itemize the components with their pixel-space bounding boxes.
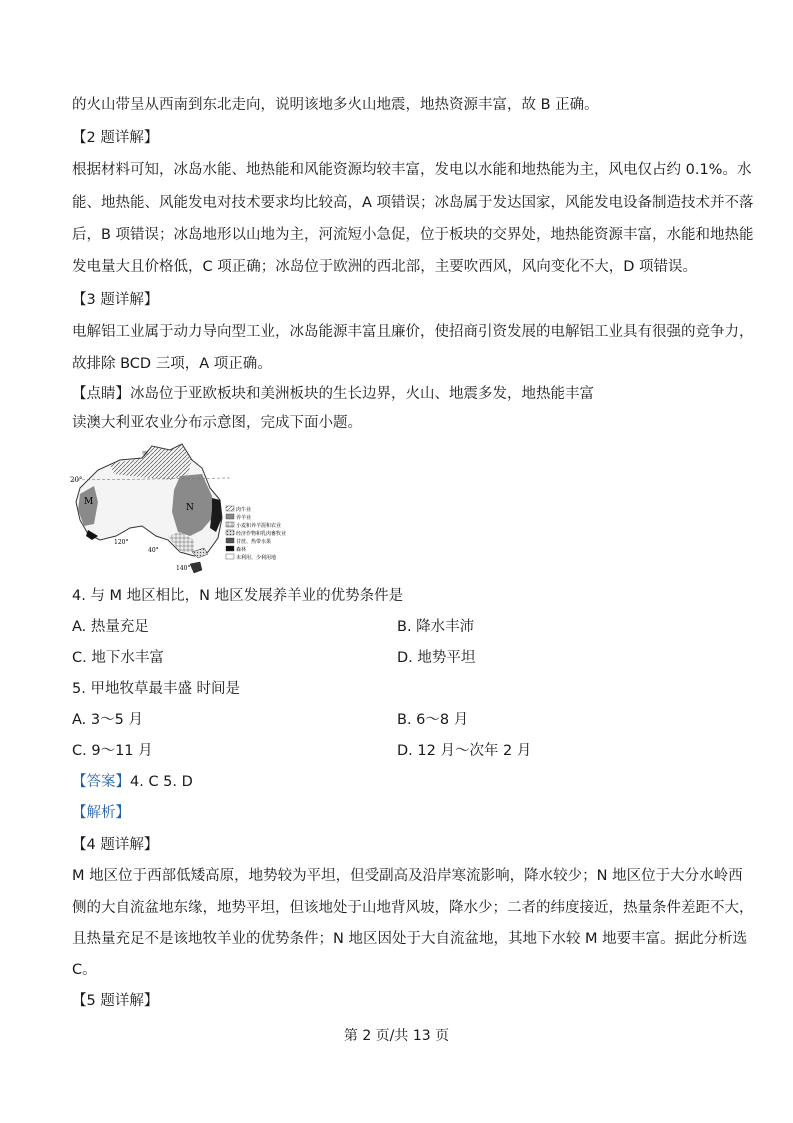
- paragraph-line: 侧的大自流盆地东缘，地势平坦，但该地处于山地背风坡，降水少；二者的纬度接近，热量条件差距不大，: [72, 900, 754, 916]
- answer-text: 4. C 5. D: [130, 774, 193, 790]
- tip-line: 【点睛】冰岛位于亚欧板块和美洲板块的生长边界，火山、地震多发，地热能丰富: [72, 386, 594, 402]
- paragraph-line: 能、地热能、风能发电对技术要求均比较高，A 项错误；冰岛属于发达国家，风能发电设备制造技术并不落: [72, 195, 754, 211]
- paragraph-line: M 地区位于西部低矮高原，地势较为平坦，但受副高及沿岸寒流影响，降水较少；N 地区位于大分水岭西: [72, 868, 743, 884]
- option-4b: B. 降水丰沛: [397, 619, 475, 635]
- label-lon140: 140°: [176, 565, 191, 572]
- section-heading: 【4 题详解】: [72, 837, 159, 853]
- answer-label: 【答案】: [72, 774, 130, 790]
- label-lat20: 20°: [70, 476, 83, 484]
- option-5a: A. 3～5 月: [72, 712, 143, 728]
- intro-line: 读澳大利亚农业分布示意图，完成下面小题。: [72, 415, 362, 431]
- tasmania: [190, 562, 202, 573]
- option-5c: C. 9～11 月: [72, 743, 153, 759]
- map-legend: [226, 506, 286, 561]
- paragraph-line: 的火山带呈从西南到东北走向，说明该地多火山地震，地热资源丰富，故 B 正确。: [72, 97, 599, 113]
- section-heading: 【3 题详解】: [72, 292, 159, 308]
- legend-item: 小麦和养羊混和农业: [236, 523, 282, 529]
- page-footer: 第 2 页/共 13 页: [343, 1028, 450, 1044]
- section-heading: 【2 题详解】: [72, 130, 159, 146]
- legend-item: 未利用、少利用地: [236, 555, 277, 561]
- paragraph-line: 根据材料可知，冰岛水能、地热能和风能资源均较丰富，发电以水能和地热能为主，风电仅占约 0.1%。水: [72, 162, 752, 178]
- option-4d: D. 地势平坦: [397, 650, 476, 666]
- legend-item: 森林: [236, 547, 247, 553]
- paragraph-line: 且热量充足不是该地牧羊业的优势条件；N 地区因处于大自流盆地，其地下水较 M 地要丰富。据此分析选: [72, 931, 748, 947]
- question-5: 5. 甲地牧草最丰盛 时间是: [72, 681, 241, 697]
- section-heading: 【5 题详解】: [72, 993, 159, 1009]
- paragraph-line: 发电量大且价格低，C 项正确；冰岛位于欧洲的西北部，主要吹西风，风向变化不大，D 项错误。: [72, 259, 698, 275]
- option-5d: D. 12 月～次年 2 月: [397, 743, 532, 759]
- paragraph-line: 故排除 BCD 三项，A 项正确。: [72, 356, 272, 372]
- legend-item: 养羊业: [236, 515, 252, 521]
- analysis-label: 【解析】: [72, 805, 130, 821]
- paragraph-line: 后，B 项错误；冰岛地形以山地为主，河流短小急促，位于板块的交界处，地热能资源丰富，水能和地热能: [72, 227, 754, 243]
- region-beef: [110, 444, 192, 480]
- option-5b: B. 6～8 月: [397, 712, 469, 728]
- australia-agriculture-map: [70, 440, 315, 575]
- legend-item: 甘蔗、热带水果: [236, 539, 272, 545]
- paragraph-line: 电解铝工业属于动力导向型工业，冰岛能源丰富且廉价，使招商引资发展的电解铝工业具有很强的竞争力，: [72, 324, 754, 340]
- answer-line: [72, 772, 193, 792]
- option-4a: A. 热量充足: [72, 619, 149, 635]
- question-4: 4. 与 M 地区相比，N 地区发展养羊业的优势条件是: [72, 588, 404, 604]
- option-4c: C. 地下水丰富: [72, 650, 164, 666]
- label-lon120: 120°: [114, 539, 129, 546]
- paragraph-line: C。: [72, 962, 97, 978]
- label-jia: 甲: [142, 451, 149, 458]
- label-m: M: [84, 497, 94, 507]
- legend-item: 经济作物和乳肉畜牧业: [236, 531, 287, 537]
- label-n: N: [186, 503, 194, 513]
- label-lat40: 40°: [148, 547, 159, 554]
- legend-item: 肉牛业: [236, 507, 252, 513]
